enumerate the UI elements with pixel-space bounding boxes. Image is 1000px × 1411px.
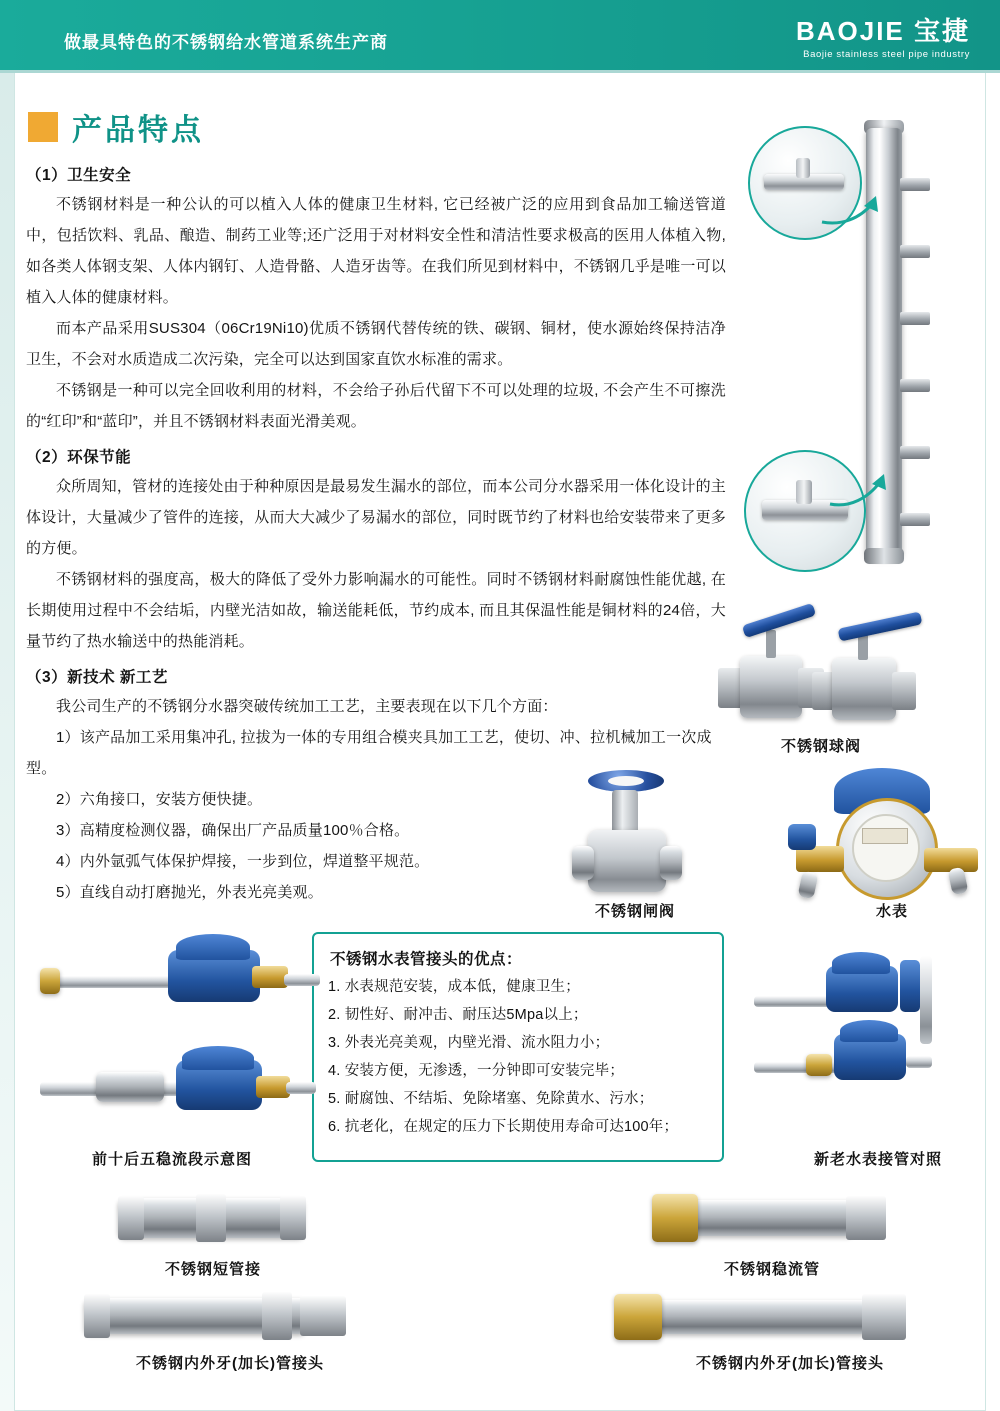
caption-stabilizer-pipe: 不锈钢稳流管 <box>723 1261 820 1278</box>
caption-short-pipe: 不锈钢短管接 <box>164 1261 261 1278</box>
zoom-arrow-top-icon <box>820 192 880 232</box>
paragraph-6: 我公司生产的不锈钢分水器突破传统加工工艺，主要表现在以下几个方面： <box>56 698 558 715</box>
page-title: 产品特点 <box>72 114 204 147</box>
caption-ball-valve: 不锈钢球阀 <box>780 738 861 755</box>
caption-long-thread-right: 不锈钢内外牙(加长)管接头 <box>696 1355 884 1372</box>
advantages-box <box>312 932 724 1162</box>
paragraph-4: 众所周知，管材的连接处由于种种原因是最易发生漏水的部位，而本公司分水器采用一体化设计的主体设计，大量减少了管件的连接，从而大大减少了易漏水的部位，同时既节约了材料也给安装带来了更多的方便。 <box>26 478 726 557</box>
section-title-block <box>28 105 204 149</box>
manifold-nozzle <box>900 446 930 459</box>
brand-logo <box>796 16 970 60</box>
advantage-item: 2. 韧性好、耐冲击、耐压达5Mpa以上； <box>328 1007 588 1023</box>
manifold-nozzle <box>900 178 930 191</box>
advantage-item: 3. 外表光亮美观，内壁光滑、流水阻力小； <box>328 1035 610 1051</box>
brand-name: BAOJIE 宝捷 <box>795 16 970 46</box>
paragraph-5: 不锈钢材料的强度高，极大的降低了受外力影响漏水的可能性。同时不锈钢材料耐腐蚀性能优越, 在长期使用过程中不会结垢，内壁光洁如故，输送能耗低，节约成本, 而且其保温性能是铜材料的24倍，大量节约了热水输送中的热能消耗。 <box>26 571 726 650</box>
page-header <box>0 0 1000 70</box>
heading-newtech: （3）新技术 新工艺 <box>26 669 168 686</box>
caption-gate-valve: 不锈钢闸阀 <box>594 903 675 920</box>
paragraph-3: 不锈钢是一种可以完全回收利用的材料，不会给子孙后代留下不可以处理的垃圾, 不会产生不可擦洗的“红印”和“蓝印”，并且不锈钢材料表面光滑美观。 <box>26 382 726 430</box>
manifold-bottom-cap <box>864 548 904 564</box>
list-item-4: 4）内外氩弧气体保护焊接，一步到位，焊道整平规范。 <box>56 853 430 870</box>
manifold-nozzle <box>900 513 930 526</box>
brand-tagline: Baojie stainless steel pipe industry <box>803 49 970 60</box>
caption-water-meter: 水表 <box>875 903 908 920</box>
advantage-item: 6. 抗老化，在规定的压力下长期使用寿命可达100年； <box>328 1119 679 1135</box>
meter-register <box>862 828 908 844</box>
manifold-nozzle <box>900 312 930 325</box>
advantages-title: 不锈钢水表管接头的优点： <box>330 951 523 968</box>
heading-eco: （2）环保节能 <box>26 449 132 466</box>
caption-long-thread-left: 不锈钢内外牙(加长)管接头 <box>136 1355 324 1372</box>
heading-hygiene: （1）卫生安全 <box>26 167 132 184</box>
list-item-1: 1）该产品加工采用集冲孔, 拉拔为一体的专用组合模夹具加工工艺，使切、冲、拉机械加工一次成型。 <box>26 729 712 777</box>
header-slogan: 做最具特色的不锈钢给水管道系统生产商 <box>64 33 388 52</box>
zoom-arrow-bottom-icon <box>826 468 886 512</box>
paragraph-1: 不锈钢材料是一种公认的可以植入人体的健康卫生材料, 它已经被广泛的应用到食品加工输送管道中，包括饮料、乳品、酿造、制药工业等;还广泛用于对材料安全性和清洁性要求极高的医用人体植入物, 如各类人体钢支架、人体内钢钉、人造骨骼、人造牙齿等。在我们所见到材料中，不锈钢几乎是唯一可以植入人体的健康材料。 <box>26 196 726 306</box>
square-bullet-icon <box>28 112 58 142</box>
list-item-5: 5）直线自动打磨抛光，外表光亮美观。 <box>56 884 323 901</box>
advantage-item: 4. 安装方便，无渗透，一分钟即可安装完毕； <box>328 1063 625 1079</box>
paragraph-2: 而本产品采用SUS304（06Cr19Ni10)优质不锈钢代替传统的铁、碳钢、铜材，使水源始终保持洁净卫生，不会对水质造成二次污染，完全可以达到国家直饮水标准的需求。 <box>26 320 726 368</box>
manifold-nozzle <box>900 245 930 258</box>
manifold-nozzle <box>900 379 930 392</box>
caption-flow-diagram: 前十后五稳流段示意图 <box>91 1151 252 1168</box>
list-item-2: 2）六角接口，安装方便快捷。 <box>56 791 263 808</box>
advantage-item: 1. 水表规范安装，成本低，健康卫生； <box>328 979 580 995</box>
caption-meter-compare: 新老水表接管对照 <box>813 1151 942 1168</box>
list-item-3: 3）高精度检测仪器，确保出厂产品质量100％合格。 <box>56 822 410 839</box>
left-decor-strip <box>0 73 14 1411</box>
advantage-item: 5. 耐腐蚀、不结垢、免除堵塞、免除黄水、污水； <box>328 1091 654 1107</box>
